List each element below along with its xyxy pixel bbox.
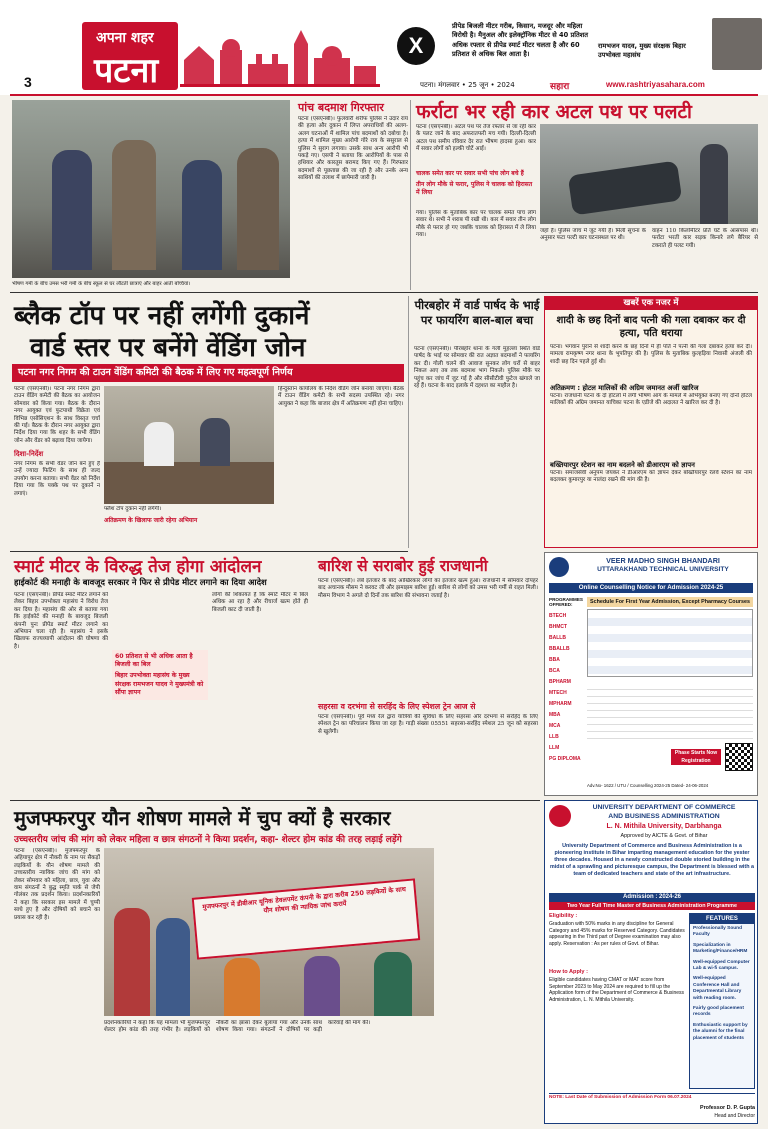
- section-divider: [10, 292, 758, 293]
- story-shops-headline-2: वार्ड स्तर पर बनेंगे वेंडिंग जोन: [30, 333, 306, 363]
- story-meter-bullet: बिहार उपभोक्ता महासंघ के मुख्य संरक्षक रामभजन यादव ने मुख्यमंत्री को सौंपा ज्ञापन: [115, 672, 204, 696]
- ad-mithila-last-date: NOTE: Last Date of Submission of Admission Form 06.07.2024: [549, 1093, 755, 1102]
- protest-photo: [104, 848, 434, 1016]
- story-muz-body2: प्रदर्शनकारियों ने कहा कि यह मामला भी मुजफ्फरपुर शेल्टर होम कांड की तरह गंभीर है। लड़कियों को नौकरी का झांसा देकर बुलाया गया और उनके साथ शोषण किया गया। संगठनों ने दोषियों पर कड़ी कार्रवाई की मांग की।: [104, 1020, 371, 1034]
- story-shops-body: पटना (एसएनबी)। पटना नगर निगम द्वारा टाउन वेंडिंग कमेटी की बैठक का आयोजन सोमवार को किया गया। बैठक के दौरान नगर आयुक्त एवं फुटपाथी विक्रेता एवं विभिन्न एसोसिएशन के साथ विस्तृत चर्चा की गई। बैठक के दौरान नगर आयुक्त द्वारा निर्देश दिया गया कि शहर के सभी वेंडिंग जोन और वेंडर को बढ़ावा दिया जायेगा।: [14, 386, 100, 444]
- ad-mithila-signature-title: Head and Director: [714, 1113, 755, 1119]
- ad-mithila-approval: Approved by AICTE & Govt. of Bihar: [620, 833, 708, 839]
- story-thieves-headline: पांच बदमाश गिरफ्तार: [298, 101, 384, 114]
- story-car-body2: गया। पुलिस के मुताबिक कार पर चालक समेत पांच लोग सवार थे। सभी ने शराब पी रखी थी। कार में सवार तीन लोग मौके से फरार हो गए जबकि चालक को हिरासत में ले लिया गया।: [416, 210, 536, 239]
- news-brief-b3: पटना। समाजसेवी अनुपम जयकर ने डीआरएम को ज्ञापन देकर बख्तियारपुर रेलवे स्टेशन का नाम बदलकर कुमारपुर या नालंदा रखने की मांग की है।: [550, 470, 752, 484]
- ad-veer-programmes-label: PROGRAMMES OFFERED:: [549, 597, 583, 607]
- ad-veer-logo: [549, 557, 569, 577]
- story-car-body3: वाहन 110 किलोमीटर प्रति घंटे के आसपास थी। फर्राटा भरती कार सड़क किनारे लगे बैरियर से टकराते ही पलट गयी।: [652, 228, 758, 249]
- ad-mithila-eligibility: Graduation with 50% marks in any discipline for General Category and 45% marks for Reserved Category. Candidates appearing in the Third part of Degree examination may also apply. Reservation : As per rules of Govt. of Bihar.: [549, 921, 685, 947]
- bystander-figure: [700, 144, 728, 224]
- paper-name: सहारा: [550, 82, 570, 92]
- news-brief-b2: पटना। राजधानी पटना के दो होटलों में लगी भीषण आग के मामले में अभियुक्त बनाए गए दोनों होटल मालिकों की अग्रिम जमानत याचिका पटना के एडीजे की अदालत ने खारिज कर दी है।: [550, 393, 752, 407]
- story-meter-headline: स्मार्ट मीटर के विरुद्ध तेज होगा आंदोलन: [14, 557, 262, 577]
- column-divider: [408, 296, 409, 548]
- story-rain-headline: बारिश से सराबोर हुई राजधानी: [318, 557, 488, 575]
- ad-mithila-intro: University Department of Commerce and Business Administration is a pioneering institute in Bihar imparting management education for the yester three decades. Housed in a newly constructed double storied building in the midst of a sprawling and picturesque campus, the Department is blessed with a team of dedicated teachers and state of the art infrastructure.: [550, 843, 754, 877]
- ad-mithila-title-3: L. N. Mithila University, Darbhanga: [606, 823, 722, 830]
- protest-banner-text: मुजफ्फरपुर में डीबीआर यूनिक डेवलपमेंट कंपनी के द्वारा करीब 250 लड़कियों के साथ यौन शोषण की न्यायिक जांच करायें: [202, 885, 407, 915]
- feature-item: Well-equipped Conference Hall and Departmental Library with reading room.: [693, 976, 742, 1001]
- x-logo: [397, 27, 435, 65]
- ad-veer-schedule-table: [587, 609, 753, 677]
- protester-figure: [304, 956, 340, 1016]
- story-muz-body3: [438, 848, 538, 1124]
- news-brief-h2: अतिक्रमण : होटल मालिकों की अग्रिम जमानत अर्जी खारिज: [550, 384, 699, 392]
- feature-item: Fairly good placement records: [693, 1006, 744, 1018]
- ad-veer-subtitle: UTTARAKHAND TECHNICAL UNIVERSITY: [597, 566, 729, 573]
- ad-mithila-eligibility-label: Eligibility :: [549, 913, 578, 919]
- story-car-body: पटना (एसएनबी)। अटल पथ पर तेज रफ्तार से जा रही कार के पलट जाने के बाद अफरातफरी मच गयी। दिल्ली-दिल्ली अटल पथ समीप रविवार देर रात भीषण हादसा हुआ। कार में सवार लोगों को हल्की चोटें आईं।: [416, 124, 536, 153]
- programme-item: LLB: [549, 734, 559, 740]
- ad-veer-notice: Online Counselling Notice for Admission 2024-25: [549, 583, 753, 593]
- official-figure: [144, 422, 174, 466]
- edition-line: पटना। मंगलवार • 25 जून • 2024: [420, 81, 515, 89]
- story-rain-train-headline: सहरसा व दरभंगा से सरहिंद के लिए स्पेशल ट्रेन आज से: [318, 702, 476, 711]
- programme-item: MPHARM: [549, 701, 572, 707]
- feature-item: Well-equipped Computer Lab & wi-fi campus.: [693, 959, 750, 972]
- story-shops-subhead: पटना नगर निगम की टाउन वेंडिंग कमिटी की बैठक में लिए गए महत्वपूर्ण निर्णय: [18, 367, 293, 378]
- car-crash-photo: [540, 124, 758, 224]
- programme-item: BALLB: [549, 635, 566, 641]
- ad-mithila-features-box: [689, 913, 755, 1089]
- story-meter-body2: लोगों की शिकायत है कि स्मार्ट मीटर में बिल अधिक आ रहा है और रीचार्ज खत्म होते ही बिजली काट दी जाती है।: [212, 592, 308, 613]
- city-skyline-illustration: [180, 20, 380, 92]
- protester-figure: [156, 918, 190, 1016]
- news-brief-h1: शादी के छह दिनों बाद पत्नी की गला दबाकर कर दी हत्या, पति धराया: [556, 315, 746, 339]
- story-meter-bullet: 60 प्रतिशत से भी अधिक आता है बिजली का बिल: [115, 653, 193, 669]
- story-shops-side-heading: दिशा-निर्देश: [14, 450, 44, 458]
- ad-mithila-title-1: UNIVERSITY DEPARTMENT OF COMMERCE: [592, 804, 736, 811]
- news-brief-b1: पटना। भगवान पुराने से शादी करने के छह दिनों में ही पति ने पत्नी की गला दबाकर हत्या कर दी। मामला रामकृष्ण नगर थाना के भूपतिपुर की है। पुलिस के मुताबिक कुल्हड़िया निवासी अंजली की शादी छह दिन पहले हुई थी।: [550, 344, 752, 365]
- ad-veer-qr-code: [725, 743, 753, 771]
- column-divider: [410, 100, 411, 290]
- meeting-photo: [104, 386, 274, 504]
- ad-mithila-howto: Eligible candidates having CMAT or MAT score from September 2023 to May 2024 are required to fill up the Application form of the Department of Commerce & Business Administration, L. N. Mithila University.: [549, 977, 685, 1003]
- programme-item: BBA: [549, 657, 560, 663]
- story-muz-subhead: उच्चस्तरीय जांच की मांग को लेकर महिला व छात्र संगठनों ने किया प्रदर्शन, कहा- शेल्टर होम कांड की तरह लड़ाई लड़ेंगे: [14, 835, 402, 845]
- story-meter-bullets: [112, 650, 208, 700]
- programme-item: MBA: [549, 712, 561, 718]
- ad-mithila: [544, 800, 758, 1124]
- programme-item: BCA: [549, 668, 560, 674]
- students-photo: [12, 100, 290, 278]
- masthead: [0, 0, 768, 95]
- website: www.rashtriyasahara.com: [606, 80, 705, 89]
- ad-mithila-howto-label: How to Apply :: [549, 969, 588, 975]
- ad-mithila-admission: Admission : 2024-26: [549, 893, 755, 902]
- student-figure: [52, 150, 92, 270]
- meeting-photo-caption: फ्लैश टॉप दुकान नहीं लगेगी।: [104, 506, 162, 512]
- news-brief-h3: बख्तियारपुर स्टेशन का नाम बदलने को डीआरएम को ज्ञापन: [550, 461, 695, 469]
- story-car-headline: फर्राटा भर रही कार अटल पथ पर पलटी: [416, 101, 692, 123]
- news-brief-title-band: [544, 296, 758, 310]
- story-shops-box-label: अतिक्रमण के खिलाफ जारी रहेगा अभियान: [104, 517, 198, 524]
- promo-text: प्रीपेड बिजली मीटर गरीब, किसान, मजदूर और महिला विरोधी है। मैनुअल और इलेक्ट्रॉनिक मीटर से 40 प्रतिशत अधिक रफ्तार से प्रीपेड स्मार्ट मीटर चलता है और 60 प्रतिशत से अधिक बिल आता है।: [452, 22, 588, 59]
- story-car-bullet: तीन लोग मौके से फरार, पुलिस ने चालक को हिरासत में लिया: [416, 181, 533, 196]
- protester-figure: [224, 958, 260, 1016]
- programme-item: BPHARM: [549, 679, 571, 685]
- programme-item: MTECH: [549, 690, 567, 696]
- masthead-divider: [10, 94, 758, 96]
- ad-mithila-signature: Professor D. P. Gupta: [699, 1105, 755, 1111]
- story-car-bullets: [416, 170, 536, 197]
- overturned-car: [568, 161, 682, 216]
- story-meter-body: पटना (एसएनबी)। प्रीपेड स्मार्ट मीटर लगाने को लेकर बिहार उपभोक्ता महासंघ ने विरोध तेज कर दिया है। महासंघ की ओर से बताया गया कि हाईकोर्ट की मनाही के बावजूद बिजली कंपनी पुनः प्रीपेड स्मार्ट मीटर लगाने का अभियान चला रही है। महासंघ ने इसके खिलाफ राज्यव्यापी आंदोलन की घोषणा की है।: [14, 592, 108, 650]
- story-meter-subhead: हाईकोर्ट की मनाही के बावजूद सरकार ने फिर से प्रीपेड मीटर लगाने का दिया आदेश: [14, 577, 267, 587]
- brand-big: पटना: [94, 51, 159, 91]
- page-number: 3: [24, 74, 32, 90]
- story-ward-headline: पीरबहोर में वार्ड पार्षद के भाई पर फायरिंग बाल-बाल बचा: [414, 298, 540, 327]
- official-figure: [200, 418, 230, 466]
- story-thieves-body: पटना (एसएनबी)। फुलवारी शरीफ पुलिस ने उदार राय की हत्या और दुकान में लिप्त अपराधियों की अलग-अलग घटनाओं में शामिल पांच बदमाशों को दबोचा है। हत्या में शामिल मुख्य आरोपी गोरे राय के ससुराल से पुलिस ने सुराग लगाया। उसके साथ अन्य आरोपी भी पकड़े गए। एसपी ने बताया कि आरोपियों के पास से हथियार और कारतूस बरामद किए गए हैं। गिरफ्तार बदमाशों से पूछताछ की जा रही है और उनके अन्य साथियों की तलाश में छापेमारी जारी है।: [298, 116, 408, 182]
- ad-mithila-title-2: AND BUSINESS ADMINISTRATION: [608, 813, 720, 820]
- ad-veer-madho: [544, 552, 758, 796]
- promo-author: रामभजन यादव, मुख्य संरक्षक बिहार उपभोक्ता महासंघ: [598, 42, 686, 60]
- protester-figure: [374, 952, 412, 1016]
- feature-item: Specialization in Marketing/Finance/HRM: [693, 942, 748, 955]
- feature-item: Enthusiastic support by the alumni for the final placement of students: [693, 1022, 748, 1041]
- ad-mithila-logo: [549, 805, 571, 827]
- ad-veer-schedule-title: Schedule For First Year Admission, Except Pharmacy Courses: [587, 597, 753, 607]
- promo-portrait: [712, 18, 762, 70]
- story-car-bullet: चालक समेत कार पर सवार सभी पांच लोग बचे हैं: [416, 170, 524, 177]
- feature-item: Professionally Sound Faculty: [693, 926, 743, 938]
- ad-veer-phase: Phase Starts Now Registration: [671, 749, 721, 765]
- section-divider: [10, 551, 408, 552]
- story-shops-side-body: नगर निगम के सभी वेंडर जोन बने हुए हैं उन्हें ज्यादा फिटिंग के साथ ही जल्द उपयोग करना बताया। सभी वेंडर को निर्देश दिया गया कि पक्के पथ पर दुकानें न लगाएं।: [14, 461, 100, 497]
- programme-item: BHMCT: [549, 624, 568, 630]
- ad-mithila-course: Two Year Full Time Master of Business Administration Programme: [549, 902, 755, 910]
- ad-mithila-features-title: FEATURES: [690, 914, 754, 924]
- programme-item: PG DIPLOMA: [549, 756, 581, 762]
- story-car-caption: जहाँ है। पुलिस जांच में जुट गयी है। मिली सूचना के अनुसार फटा पल्टी कार घटनास्थल पर थी।: [540, 228, 646, 242]
- protest-banner: [192, 878, 421, 959]
- ad-veer-note: Adv.No- 1622 / UTU / Counselling 2024-25 Dated- 24-06-2024: [587, 783, 709, 788]
- story-shops-subhead-band: [12, 364, 404, 382]
- programme-item: LLM: [549, 745, 560, 751]
- programme-item: BBALLB: [549, 646, 570, 652]
- story-rain-train-body: पटना (एसएनबी)। पूर्व मध्य रेल द्वारा यात्रियों की सुविधा के लिए सहरसा और दरभंगा से सरहिंद के लिए स्पेशल ट्रेन का परिचालन किया जा रहा है। गाड़ी संख्या 05551 सहरसा-सरहिंद स्पेशल 25 जून को सहरसा से खुलेगी।: [318, 714, 538, 735]
- story-rain-body: पटना (एसएनबी)। लंबे इंतजार के बाद आखिरकार लोगों का इंतजार खत्म हुआ। राजधानी में सोमवार दोपहर बाद अचानक मौसम ने करवट ली और झमाझम बारिश हुई। बारिश से लोगों को उमस भरी गर्मी से राहत मिली। मौसम विभाग ने अगले दो दिनों तक बारिश की संभावना जताई है।: [318, 578, 538, 599]
- story-ward-body: पटना (एसएनबी)। पीरबहोर थाना के गली मुहल्ला स्थित वार्ड पार्षद के भाई पर सोमवार की रात अज्ञात बदमाशों ने फायरिंग कर दी। गोली चलने की आवाज सुनकर लोग घरों से बाहर निकल आए तब तक बदमाश भाग निकले। पुलिस मौके पर पहुंच कर जांच में जुट गई है और सीसीटीवी फुटेज खंगाले जा रहे हैं। घटना के बाद इलाके में दहशत का माहौल है।: [414, 346, 540, 390]
- brand-small: अपना शहर: [96, 30, 154, 46]
- students-photo-caption: भीषण गर्मी के बीच उमस भरी गर्मी के बीच स्कूल से घर लौटती छात्राएं और बाहर आती बच्चियां।: [12, 281, 191, 287]
- story-muz-body: पटना (एसएनबी)। मुजफ्फरपुर के अहियापुर क्षेत्र में नौकरी के नाम पर सैकड़ों लड़कियों के यौन शोषण मामले की उच्चस्तरीय न्यायिक जांच की मांग को लेकर सोमवार को महिला, छात्र, युवा और वाम संगठनों ने बुद्ध स्मृति पार्क से जेपी गोलंबर तक प्रदर्शन किया। प्रदर्शनकारियों ने कहा कि सरकार इस मामले में चुप्पी साधे हुए है और दोषियों को बचाने का प्रयास कर रही है।: [14, 848, 100, 921]
- student-figure: [112, 140, 156, 270]
- story-muz-headline: मुजफ्फरपुर यौन शोषण मामले में चुप क्यों है सरकार: [14, 806, 391, 830]
- meeting-table: [104, 462, 274, 504]
- story-shops-headline-1: ब्लैक टॉप पर नहीं लगेंगी दुकानें: [14, 301, 310, 331]
- student-figure: [237, 148, 279, 270]
- ad-veer-programmes: [549, 611, 583, 765]
- programme-item: MCA: [549, 723, 561, 729]
- protester-figure: [114, 908, 150, 1016]
- section-divider: [10, 800, 540, 801]
- student-figure: [182, 160, 222, 270]
- x-logo-glyph: X: [408, 33, 424, 58]
- ad-veer-title: VEER MADHO SINGH BHANDARI: [606, 556, 720, 565]
- story-shops-body2: हिन्दुस्तान कार्यालय के निर्देश वेंडिंग जोन बनाया जाएगा। बैठक में टाउन वेंडिंग कमेटी के सभी सदस्य उपस्थित रहे। नगर आयुक्त ने कहा कि बाजार क्षेत्र में अतिक्रमण नहीं होना चाहिए।: [278, 386, 404, 407]
- news-brief-title: खबरें एक नजर में: [623, 298, 679, 308]
- ad-veer-text-block: [587, 683, 753, 739]
- programme-item: BTECH: [549, 613, 567, 619]
